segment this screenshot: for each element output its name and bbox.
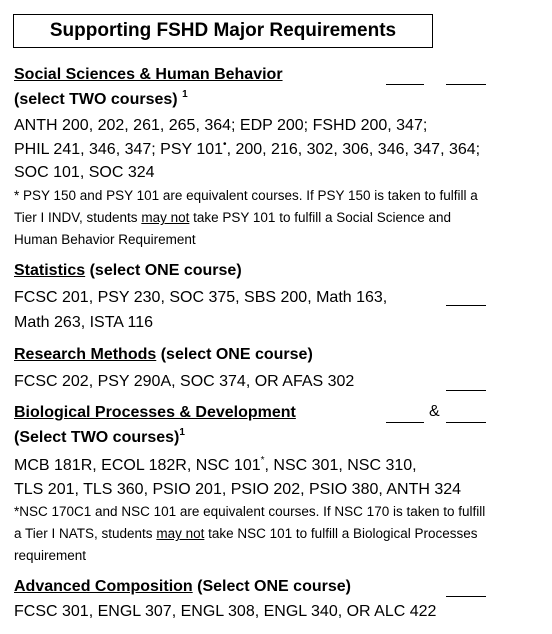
bio-courses-1a: MCB 181R, ECOL 182R, NSC 101 (14, 457, 261, 474)
composition-heading (14, 578, 351, 596)
bio-heading-text: Biological Processes & Development (14, 404, 296, 421)
bio-courses-1b: , NSC 301, NSC 310, (264, 457, 417, 474)
composition-courses-line-1: FCSC 301, ENGL 307, ENGL 308, ENGL 340, OR ALC 422 (14, 603, 437, 620)
bio-courses-line-1 (14, 454, 417, 475)
social-heading (14, 66, 283, 84)
stats-select: (select ONE course) (89, 262, 242, 279)
research-courses-line-1: FCSC 202, PSY 290A, SOC 374, OR AFAS 302 (14, 373, 355, 390)
social-note-line-3: Human Behavior Requirement (14, 232, 196, 247)
social-courses-2b: , 200, 216, 302, 306, 346, 347, 364; (226, 141, 481, 158)
stats-heading-text: Statistics (14, 262, 86, 279)
social-note-line-2 (14, 210, 451, 225)
bio-select (14, 426, 185, 447)
bio-blank-2[interactable] (446, 422, 486, 423)
research-blank[interactable] (446, 390, 486, 391)
social-note-2b: take PSY 101 to fulfill a Social Science and (193, 210, 452, 225)
social-note-line-1: * PSY 150 and PSY 101 are equivalent courses. If PSY 150 is taken to fulfill a (14, 188, 478, 203)
page-title: Supporting FSHD Major Requirements (13, 14, 433, 48)
social-courses-line-2 (14, 138, 481, 159)
social-heading-text: Social Sciences & Human Behavior (14, 66, 283, 83)
stats-blank[interactable] (446, 305, 486, 306)
bio-blank-1[interactable] (386, 422, 424, 423)
research-select: (select ONE course) (160, 346, 313, 363)
social-blank-1[interactable] (386, 84, 424, 85)
composition-select: (Select ONE course) (197, 578, 351, 595)
bio-select-text: (Select TWO courses) (14, 429, 180, 446)
stats-courses-line-2: Math 263, ISTA 116 (14, 314, 154, 331)
stats-courses-line-1: FCSC 201, PSY 230, SOC 375, SBS 200, Math 163, (14, 289, 388, 306)
bio-note-line-2 (14, 526, 478, 541)
social-courses-line-1: ANTH 200, 202, 261, 265, 364; EDP 200; FSHD 200, 347; (14, 117, 428, 134)
bio-select-footnote: 1 (179, 426, 185, 438)
composition-heading-text: Advanced Composition (14, 578, 193, 595)
bio-courses-line-2: TLS 201, TLS 360, PSIO 201, PSIO 202, PSIO 380, ANTH 324 (14, 481, 462, 498)
social-blank-2[interactable] (446, 84, 486, 85)
bio-heading (14, 404, 296, 422)
bio-note-2b: take NSC 101 to fulfill a Biological Processes (208, 526, 478, 541)
research-heading (14, 346, 313, 364)
social-select-text: (select TWO courses) (14, 91, 178, 108)
social-select (14, 88, 188, 109)
social-courses-line-3: SOC 101, SOC 324 (14, 164, 155, 181)
stats-heading (14, 262, 242, 280)
bio-note-2a: a Tier I NATS, students (14, 526, 153, 541)
social-courses-marker: • (223, 138, 227, 150)
social-courses-2a: PHIL 241, 346, 347; PSY 101 (14, 141, 224, 158)
social-note-2a: Tier I INDV, students (14, 210, 138, 225)
bio-courses-marker: * (260, 454, 265, 466)
bio-note-line-1: *NSC 170C1 and NSC 101 are equivalent courses. If NSC 170 is taken to fulfill (14, 504, 486, 519)
social-note-emphasis: may not (141, 210, 190, 225)
social-select-footnote: 1 (182, 88, 188, 100)
composition-blank[interactable] (446, 596, 486, 597)
research-heading-text: Research Methods (14, 346, 157, 363)
bio-ampersand: & (429, 403, 440, 420)
bio-note-emphasis: may not (156, 526, 205, 541)
bio-note-line-3: requirement (14, 548, 87, 563)
